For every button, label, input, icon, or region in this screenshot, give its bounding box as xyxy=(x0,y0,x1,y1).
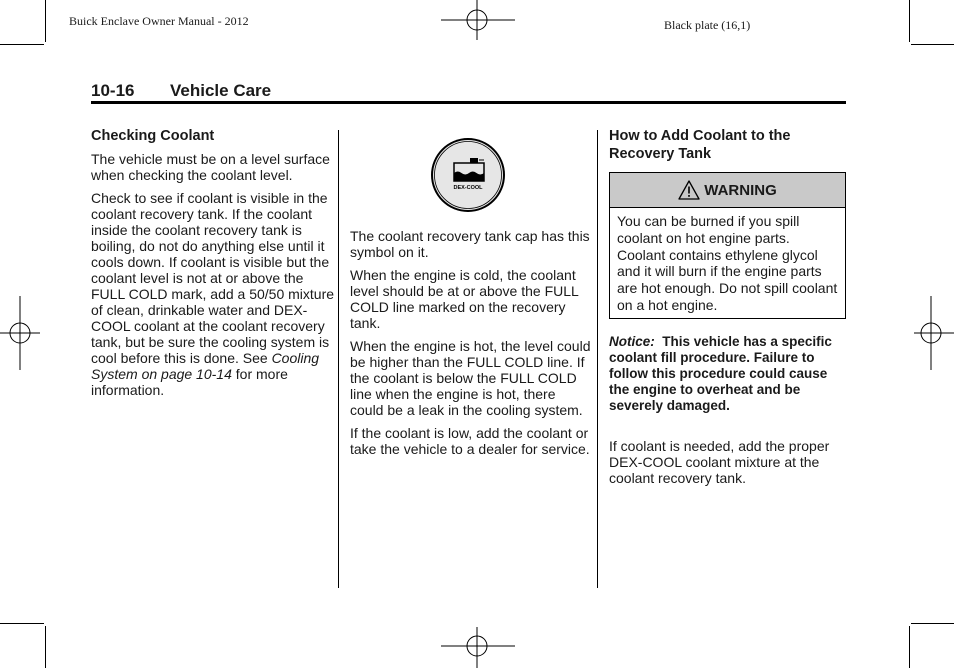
document-title: Buick Enclave Owner Manual - 2012 xyxy=(69,14,249,28)
crop-mark xyxy=(911,623,954,624)
warning-box xyxy=(609,172,846,319)
heading-checking-coolant: Checking Coolant xyxy=(91,128,215,144)
crop-mark xyxy=(0,44,44,45)
crop-mark xyxy=(45,626,46,668)
paragraph: Check to see if coolant is visible in the coolant recovery tank. If the coolant inside the coolant recovery tank is boiling, do not do anything else until it cools down. If coolant is visible but the coolant level is not at or above the FULL COLD mark, add a 50/50 mixture of clean, drinkable water and DEX-COOL coolant at the coolant recovery tank, but be sure the cooling system is cool before this is done. See Cooling System on page 10-14 for more information. xyxy=(91,190,335,398)
paragraph: If the coolant is low, add the coolant or take the vehicle to a dealer for service. xyxy=(350,425,590,457)
registration-mark-left xyxy=(0,296,40,370)
warning-header xyxy=(610,173,845,208)
dex-cool-symbol-icon xyxy=(430,137,506,213)
section-title: Vehicle Care xyxy=(170,81,272,100)
registration-mark-right xyxy=(914,296,954,370)
column-right xyxy=(609,127,849,169)
column-divider xyxy=(338,130,339,588)
cross-reference-link[interactable]: Cooling System on page 10-14 xyxy=(91,350,320,382)
section-rule xyxy=(91,101,846,104)
dex-cool-label: DEX-COOL xyxy=(453,185,483,191)
paragraph: The coolant recovery tank cap has this symbol on it. xyxy=(350,228,590,260)
section-number: 10-16 xyxy=(91,81,135,100)
warning-text: You can be burned if you spill coolant on hot engine parts. Coolant contains ethylene glycol and it will burn if the engine parts are hot enough. Do not spill coolant on a hot engine. xyxy=(617,213,838,313)
column-divider xyxy=(597,130,598,588)
column-middle xyxy=(350,228,592,464)
paragraph: When the engine is hot, the level could be higher than the FULL COLD line. If the coolant is below the FULL COLD line when the engine is hot, there could be a leak in the cooling system. xyxy=(350,338,591,418)
crop-mark xyxy=(911,44,954,45)
registration-mark-top xyxy=(441,0,515,40)
registration-mark-bottom xyxy=(441,627,515,668)
paragraph: The vehicle must be on a level surface when checking the coolant level. xyxy=(91,151,330,183)
notice-label: Notice: xyxy=(609,334,655,349)
crop-mark xyxy=(45,0,46,42)
paragraph: If coolant is needed, add the proper DEX-COOL coolant mixture at the coolant recovery tank. xyxy=(609,438,830,486)
warning-triangle-icon xyxy=(678,180,700,200)
heading-add-coolant: How to Add Coolant to the Recovery Tank xyxy=(609,128,791,162)
crop-mark xyxy=(909,626,910,668)
paragraph: When the engine is cold, the coolant level should be at or above the FULL COLD line marked on the recovery tank. xyxy=(350,267,579,331)
column-left xyxy=(91,127,336,405)
crop-mark xyxy=(0,623,44,624)
notice-text: This vehicle has a specific coolant fill procedure. Failure to follow this procedure could cause the engine to overheat and be severely damaged. xyxy=(609,334,832,413)
crop-mark xyxy=(909,0,910,42)
plate-label: Black plate (16,1) xyxy=(664,18,751,32)
warning-title: WARNING xyxy=(704,181,777,199)
notice-paragraph xyxy=(609,334,847,414)
